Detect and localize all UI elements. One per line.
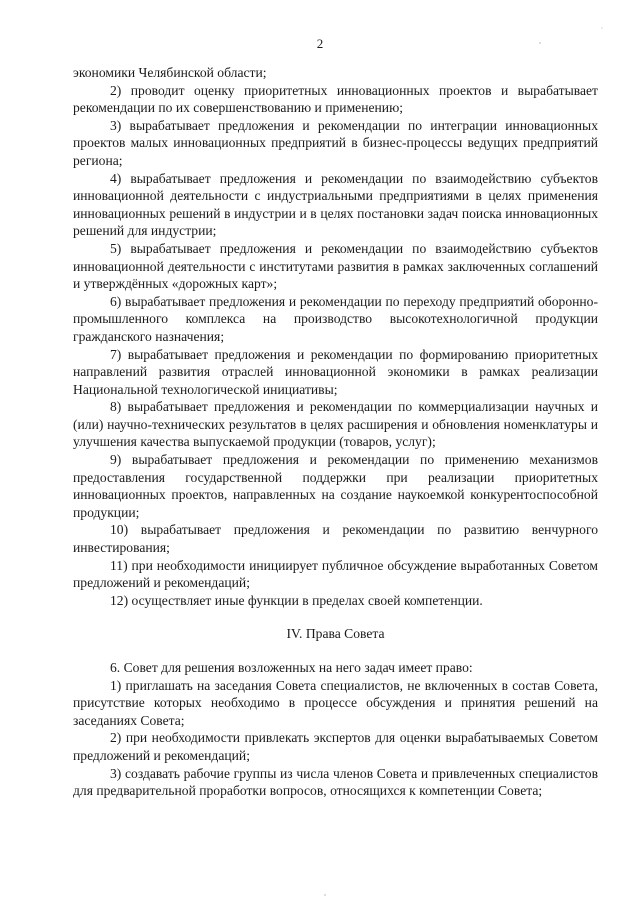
list-item-9: 9) вырабатывает предложения и рекомендации по применению механизмов предоставления государственной поддержки при реализации приоритетных инновационных проектов, направленных на создание наукоемкой конкурентоспособной продукции; — [73, 452, 598, 520]
paragraph-continuation: экономики Челябинской области; — [73, 65, 267, 80]
right-item-1: 1) приглашать на заседания Совета специалистов, не включенных в состав Совета, присутствие которых необходимо в процессе обсуждения и принятия решений на заседаниях Совета; — [73, 677, 598, 728]
list-item-6: 6) вырабатывает предложения и рекомендации по переходу предприятий оборонно-промышленного комплекса на производство высокотехнологичной продукции гражданского назначения; — [73, 293, 598, 344]
list-item-8: 8) вырабатывает предложения и рекомендации по коммерциализации научных и (или) научно-технических результатов в целях расширения и обновления номенклатуры и улучшения качества выпускаемой продукции (товаров, услуг); — [73, 399, 598, 450]
list-item-12: 12) осуществляет иные функции в пределах своей компетенции. — [110, 592, 483, 608]
list-item-3: 3) вырабатывает предложения и рекомендации по интеграции инновационных проектов малых инновационных предприятий в бизнес-процессы ведущих предприятий региона; — [73, 117, 598, 168]
right-item-2: 2) при необходимости привлекать экспертов для оценки вырабатываемых Советом предложений и рекомендаций; — [73, 730, 598, 763]
list-item-2: 2) проводит оценку приоритетных инновационных проектов и вырабатывает рекомендации по их совершенствованию и применению; — [73, 82, 598, 116]
document-body — [73, 64, 598, 800]
right-item-3: 3) создавать рабочие группы из числа членов Совета и привлеченных специалистов для предварительной проработки вопросов, относящихся к компетенции Совета; — [73, 765, 598, 799]
list-item-11: 11) при необходимости инициирует публичное обсуждение выработанных Советом предложений и рекомендаций; — [73, 557, 598, 591]
list-item-5: 5) вырабатывает предложения и рекомендации по взаимодействию субъектов инновационной деятельности с институтами развития в рамках заключенных соглашений и утверждённых «дорожных карт»; — [73, 240, 598, 292]
list-item-10: 10) вырабатывает предложения и рекомендации по развитию венчурного инвестирования; — [73, 522, 598, 556]
page-number: 2 — [316, 36, 324, 51]
list-item-4: 4) вырабатывает предложения и рекомендации по взаимодействию субъектов инновационной деятельности с индустриальными предприятиями в целях применения инновационных решений в индустрии и в целях постановки задач поиска инновационных решений для индустрии; — [73, 170, 598, 239]
list-item-7: 7) вырабатывает предложения и рекомендации по формированию приоритетных направлений развития отраслей инновационной экономики в рамках реализации Национальной технологической инициативы; — [73, 346, 598, 397]
section-heading: IV. Права Совета — [286, 626, 385, 642]
clause-6: 6. Совет для решения возложенных на него задач имеет право: — [110, 660, 473, 675]
